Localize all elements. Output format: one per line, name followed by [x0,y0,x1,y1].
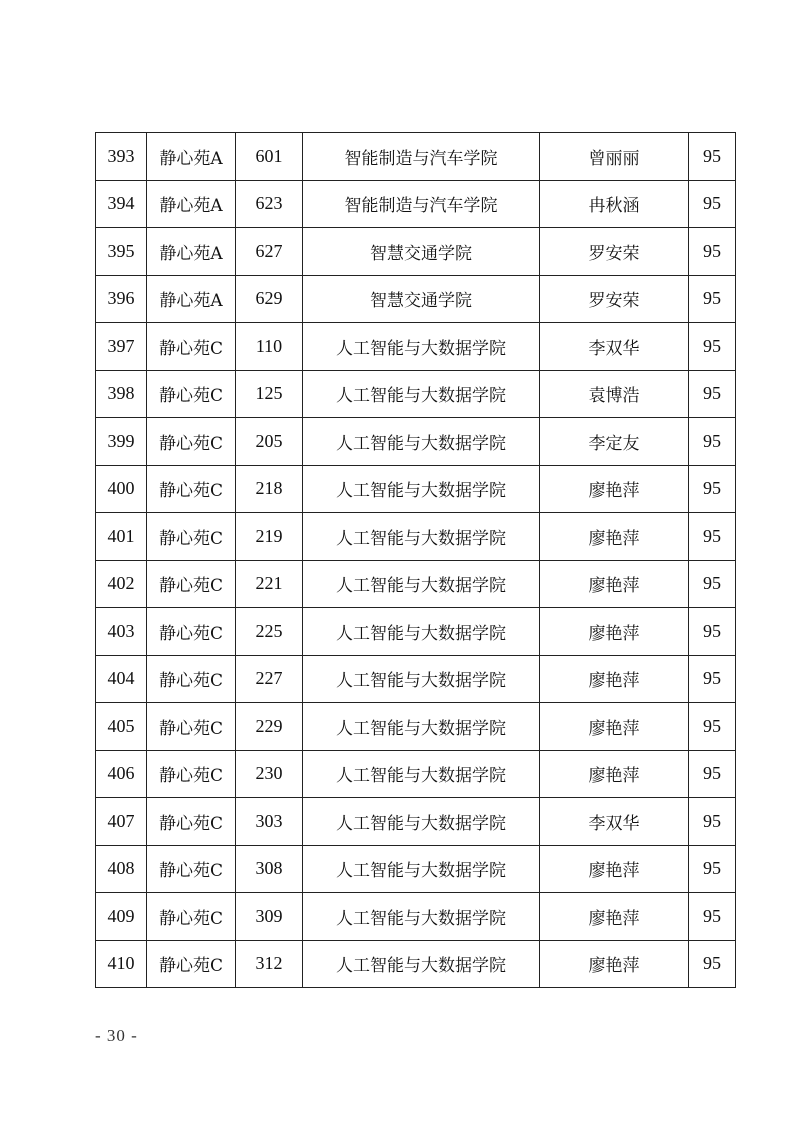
score-cell: 95 [689,133,736,181]
building-cell: 静心苑A [147,228,236,276]
college-cell: 人工智能与大数据学院 [303,893,540,941]
score-cell: 95 [689,465,736,513]
college-cell: 人工智能与大数据学院 [303,703,540,751]
college-cell: 人工智能与大数据学院 [303,418,540,466]
room-number-cell: 227 [236,655,303,703]
staff-name-cell: 冉秋涵 [540,180,689,228]
building-cell: 静心苑C [147,750,236,798]
college-cell: 人工智能与大数据学院 [303,370,540,418]
college-cell: 人工智能与大数据学院 [303,940,540,988]
building-cell: 静心苑C [147,893,236,941]
room-number-cell: 229 [236,703,303,751]
staff-name-cell: 罗安荣 [540,228,689,276]
building-cell: 静心苑A [147,133,236,181]
college-cell: 人工智能与大数据学院 [303,750,540,798]
table-row [96,798,736,846]
table-row [96,893,736,941]
table-row [96,845,736,893]
staff-name-cell: 廖艳萍 [540,893,689,941]
score-cell: 95 [689,893,736,941]
building-cell: 静心苑C [147,560,236,608]
room-number-cell: 219 [236,513,303,561]
building-cell: 静心苑C [147,940,236,988]
score-cell: 95 [689,655,736,703]
room-number-cell: 110 [236,323,303,371]
row-number-cell: 408 [96,845,147,893]
room-number-cell: 629 [236,275,303,323]
college-cell: 智能制造与汽车学院 [303,133,540,181]
table-row [96,608,736,656]
room-number-cell: 601 [236,133,303,181]
staff-name-cell: 罗安荣 [540,275,689,323]
table-row [96,750,736,798]
table-row [96,133,736,181]
staff-name-cell: 廖艳萍 [540,513,689,561]
score-cell: 95 [689,703,736,751]
row-number-cell: 406 [96,750,147,798]
college-cell: 人工智能与大数据学院 [303,323,540,371]
staff-name-cell: 廖艳萍 [540,845,689,893]
college-cell: 人工智能与大数据学院 [303,560,540,608]
page-number: - 30 - [95,1026,138,1045]
building-cell: 静心苑C [147,370,236,418]
college-cell: 人工智能与大数据学院 [303,608,540,656]
row-number-cell: 393 [96,133,147,181]
building-cell: 静心苑C [147,418,236,466]
row-number-cell: 399 [96,418,147,466]
table-row [96,655,736,703]
table-row [96,275,736,323]
row-number-cell: 410 [96,940,147,988]
room-number-cell: 230 [236,750,303,798]
score-cell: 95 [689,608,736,656]
row-number-cell: 394 [96,180,147,228]
staff-name-cell: 李双华 [540,798,689,846]
table-row [96,940,736,988]
college-cell: 人工智能与大数据学院 [303,845,540,893]
room-number-cell: 218 [236,465,303,513]
table-row [96,180,736,228]
score-cell: 95 [689,798,736,846]
score-cell: 95 [689,323,736,371]
table-row [96,513,736,561]
row-number-cell: 405 [96,703,147,751]
score-cell: 95 [689,418,736,466]
table-body [96,133,736,988]
staff-name-cell: 廖艳萍 [540,940,689,988]
score-cell: 95 [689,750,736,798]
staff-name-cell: 曾丽丽 [540,133,689,181]
row-number-cell: 398 [96,370,147,418]
staff-name-cell: 袁博浩 [540,370,689,418]
room-number-cell: 309 [236,893,303,941]
row-number-cell: 397 [96,323,147,371]
college-cell: 人工智能与大数据学院 [303,655,540,703]
building-cell: 静心苑C [147,465,236,513]
score-cell: 95 [689,275,736,323]
row-number-cell: 402 [96,560,147,608]
room-number-cell: 303 [236,798,303,846]
building-cell: 静心苑C [147,798,236,846]
college-cell: 人工智能与大数据学院 [303,798,540,846]
building-cell: 静心苑A [147,180,236,228]
room-number-cell: 312 [236,940,303,988]
staff-name-cell: 廖艳萍 [540,655,689,703]
college-cell: 智慧交通学院 [303,228,540,276]
staff-name-cell: 廖艳萍 [540,465,689,513]
row-number-cell: 404 [96,655,147,703]
room-number-cell: 225 [236,608,303,656]
table-row [96,370,736,418]
score-cell: 95 [689,180,736,228]
score-cell: 95 [689,560,736,608]
table-row [96,418,736,466]
building-cell: 静心苑C [147,323,236,371]
row-number-cell: 396 [96,275,147,323]
staff-name-cell: 李双华 [540,323,689,371]
college-cell: 智慧交通学院 [303,275,540,323]
score-cell: 95 [689,370,736,418]
row-number-cell: 403 [96,608,147,656]
score-cell: 95 [689,940,736,988]
table-row [96,560,736,608]
building-cell: 静心苑C [147,845,236,893]
room-number-cell: 205 [236,418,303,466]
room-number-cell: 221 [236,560,303,608]
table-row [96,465,736,513]
building-cell: 静心苑C [147,513,236,561]
score-cell: 95 [689,513,736,561]
score-cell: 95 [689,845,736,893]
staff-name-cell: 廖艳萍 [540,608,689,656]
building-cell: 静心苑C [147,608,236,656]
row-number-cell: 401 [96,513,147,561]
college-cell: 智能制造与汽车学院 [303,180,540,228]
row-number-cell: 407 [96,798,147,846]
staff-name-cell: 廖艳萍 [540,560,689,608]
college-cell: 人工智能与大数据学院 [303,513,540,561]
table-row [96,703,736,751]
row-number-cell: 395 [96,228,147,276]
room-number-cell: 627 [236,228,303,276]
room-number-cell: 125 [236,370,303,418]
score-cell: 95 [689,228,736,276]
staff-name-cell: 廖艳萍 [540,703,689,751]
staff-name-cell: 李定友 [540,418,689,466]
dormitory-score-table [95,132,736,988]
room-number-cell: 308 [236,845,303,893]
building-cell: 静心苑C [147,655,236,703]
row-number-cell: 409 [96,893,147,941]
building-cell: 静心苑A [147,275,236,323]
row-number-cell: 400 [96,465,147,513]
table-row [96,228,736,276]
staff-name-cell: 廖艳萍 [540,750,689,798]
college-cell: 人工智能与大数据学院 [303,465,540,513]
table-row [96,323,736,371]
room-number-cell: 623 [236,180,303,228]
building-cell: 静心苑C [147,703,236,751]
